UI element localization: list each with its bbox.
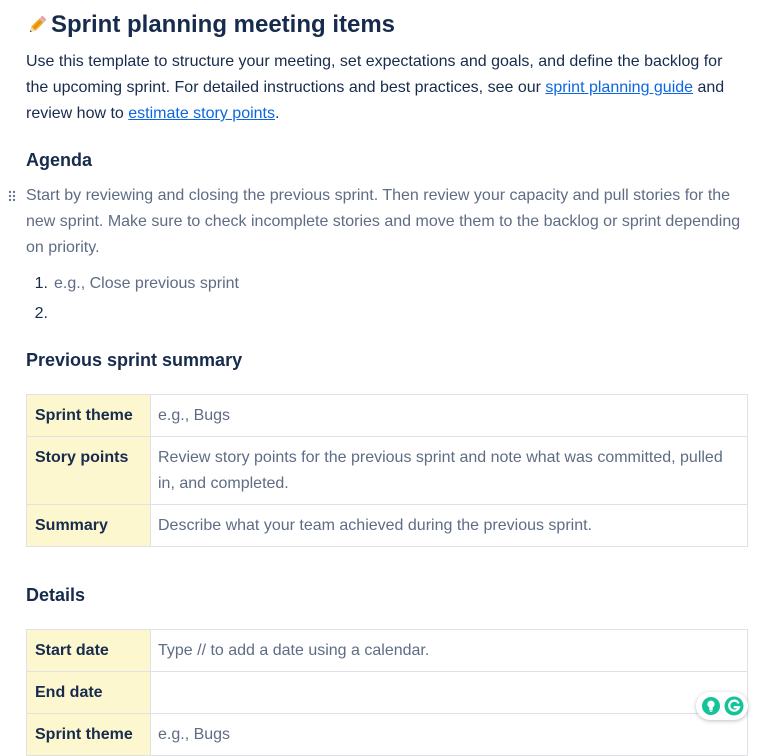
agenda-heading: Agenda (26, 150, 93, 170)
list-item-number: 2. (34, 305, 48, 322)
list-item[interactable] (26, 271, 748, 301)
table-row (27, 505, 748, 547)
drag-handle-icon[interactable] (8, 190, 16, 202)
intro-paragraph (26, 49, 748, 127)
details-table (26, 629, 748, 756)
sprint-planning-guide-link[interactable]: sprint planning guide (545, 79, 694, 96)
table-cell[interactable]: Review story points for the previous sprint and note what was committed, pulled in, and completed. (151, 437, 748, 505)
table-row (27, 395, 748, 437)
table-row (27, 714, 748, 756)
table-header-cell[interactable]: Summary (27, 505, 151, 547)
table-header-cell[interactable]: End date (27, 672, 151, 714)
page-title: Sprint planning meeting items (51, 11, 396, 38)
agenda-description[interactable]: Start by reviewing and closing the previous sprint. Then review your capacity and pull stories for the new sprint. Make sure to check incomplete stories and move them to the backlog or sprint depending on priority. (26, 187, 741, 256)
table-row (27, 437, 748, 505)
table-row (27, 630, 748, 672)
list-item-number: 1. (34, 275, 48, 292)
table-header-cell[interactable]: Sprint theme (27, 395, 151, 437)
table-header-cell[interactable]: Start date (27, 630, 151, 672)
grammarly-g-icon[interactable] (724, 696, 744, 716)
previous-sprint-heading: Previous sprint summary (26, 350, 243, 370)
table-row (27, 672, 748, 714)
agenda-list (26, 271, 748, 331)
pencil-icon (26, 14, 48, 36)
intro-text: Use this template to structure your meeting, set expectations and goals, and define the backlog for the upcoming sprint. For detailed instructions and best practices, see our (26, 53, 723, 96)
table-cell[interactable] (151, 672, 748, 714)
table-cell[interactable]: e.g., Bugs (151, 714, 748, 756)
estimate-story-points-link[interactable]: estimate story points (128, 105, 275, 122)
previous-sprint-table (26, 394, 748, 547)
table-cell[interactable]: e.g., Bugs (151, 395, 748, 437)
page-title-row (26, 9, 395, 41)
list-item[interactable] (26, 301, 748, 331)
table-header-cell[interactable]: Sprint theme (27, 714, 151, 756)
intro-text: . (275, 105, 280, 122)
table-cell[interactable]: Describe what your team achieved during the previous sprint. (151, 505, 748, 547)
list-item-text: e.g., Close previous sprint (54, 275, 239, 292)
grammarly-widget[interactable] (696, 692, 748, 720)
table-header-cell[interactable]: Story points (27, 437, 151, 505)
lightbulb-icon[interactable] (701, 696, 721, 716)
intro-text: and review how to (26, 79, 725, 122)
table-cell[interactable]: Type // to add a date using a calendar. (151, 630, 748, 672)
details-heading: Details (26, 585, 86, 605)
